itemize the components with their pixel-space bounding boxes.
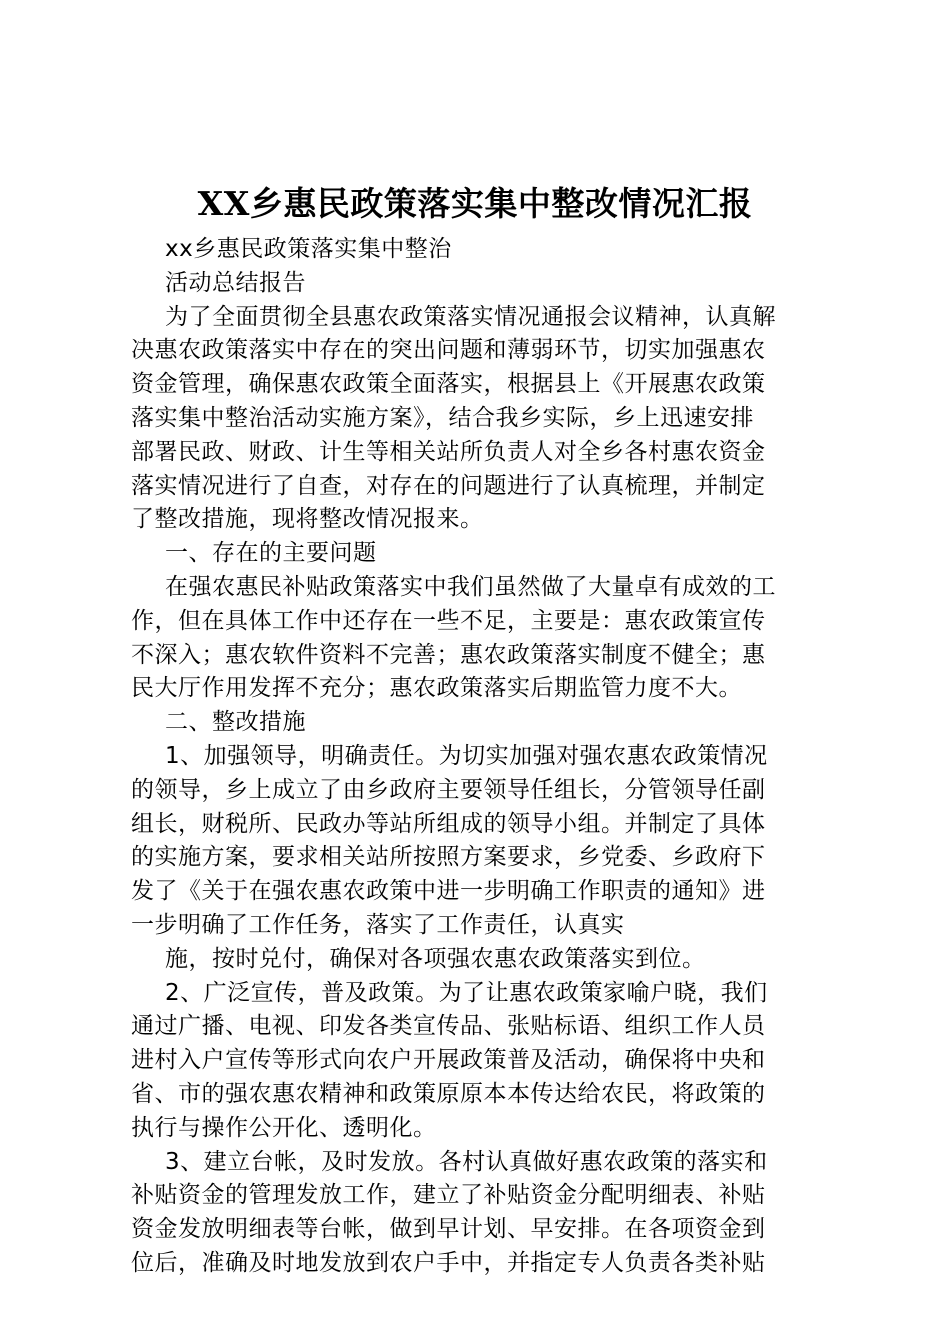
text-line: 决惠农政策落实中存在的突出问题和薄弱环节，切实加强惠农 [131,337,766,364]
text-line: 通过广播、电视、印发各类宣传品、张贴标语、组织工作人员 [131,1013,766,1040]
text-line: 在强农惠民补贴政策落实中我们虽然做了大量卓有成效的工 [165,573,776,600]
text-line: 施，按时兑付，确保对各项强农惠农政策落实到位。 [165,945,706,972]
text-line: 位后，准确及时地发放到农户手中，并指定专人负责各类补贴 [131,1249,766,1276]
text-line: 的实施方案，要求相关站所按照方案要求，乡党委、乡政府下 [131,844,766,871]
text-line: 省、市的强农惠农精神和政策原原本本传达给农民，将政策的 [131,1080,766,1107]
text-line: 一、存在的主要问题 [165,540,377,567]
text-line: 3、建立台帐，及时发放。各村认真做好惠农政策的落实和 [165,1148,768,1175]
text-line: 发了《关于在强农惠农政策中进一步明确工作职责的通知》进 [131,878,766,905]
text-line: 1、加强领导，明确责任。为切实加强对强农惠农政策情况 [165,742,768,769]
text-line: 一步明确了工作任务，落实了工作责任，认真实 [131,911,625,938]
text-line: 进村入户宣传等形式向农户开展政策普及活动，确保将中央和 [131,1047,766,1074]
text-line: 民大厅作用发挥不充分；惠农政策落实后期监管力度不大。 [131,675,742,702]
text-line: xx乡惠民政策落实集中整治 [165,236,452,262]
text-line: 资金发放明细表等台帐，做到早计划、早安排。在各项资金到 [131,1216,766,1243]
text-line: 执行与操作公开化、透明化。 [131,1114,437,1141]
document-body [131,233,831,1281]
text-line: 作，但在具体工作中还存在一些不足，主要是：惠农政策宣传 [131,607,766,634]
text-line: 资金管理，确保惠农政策全面落实，根据县上《开展惠农政策 [131,371,766,398]
text-line: 补贴资金的管理发放工作，建立了补贴资金分配明细表、补贴 [131,1182,766,1209]
text-line: 了整改措施，现将整改情况报来。 [131,506,484,533]
text-line: 不深入；惠农软件资料不完善；惠农政策落实制度不健全；惠 [131,641,766,668]
text-line: 组长，财税所、民政办等站所组成的领导小组。并制定了具体 [131,810,766,837]
text-line: 2、广泛宣传，普及政策。为了让惠农政策家喻户晓，我们 [165,979,768,1006]
text-line: 活动总结报告 [165,269,306,296]
text-line: 二、整改措施 [165,709,306,736]
text-line: 的领导，乡上成立了由乡政府主要领导任组长，分管领导任副 [131,776,766,803]
document-title: XX乡惠民政策落实集中整改情况汇报 [197,184,753,223]
text-line: 部署民政、财政、计生等相关站所负责人对全乡各村惠农资金 [131,438,766,465]
text-line: 为了全面贯彻全县惠农政策落实情况通报会议精神，认真解 [165,303,776,330]
text-line: 落实集中整治活动实施方案》，结合我乡实际，乡上迅速安排 [131,404,754,431]
text-line: 落实情况进行了自查，对存在的问题进行了认真梳理，并制定 [131,472,766,499]
